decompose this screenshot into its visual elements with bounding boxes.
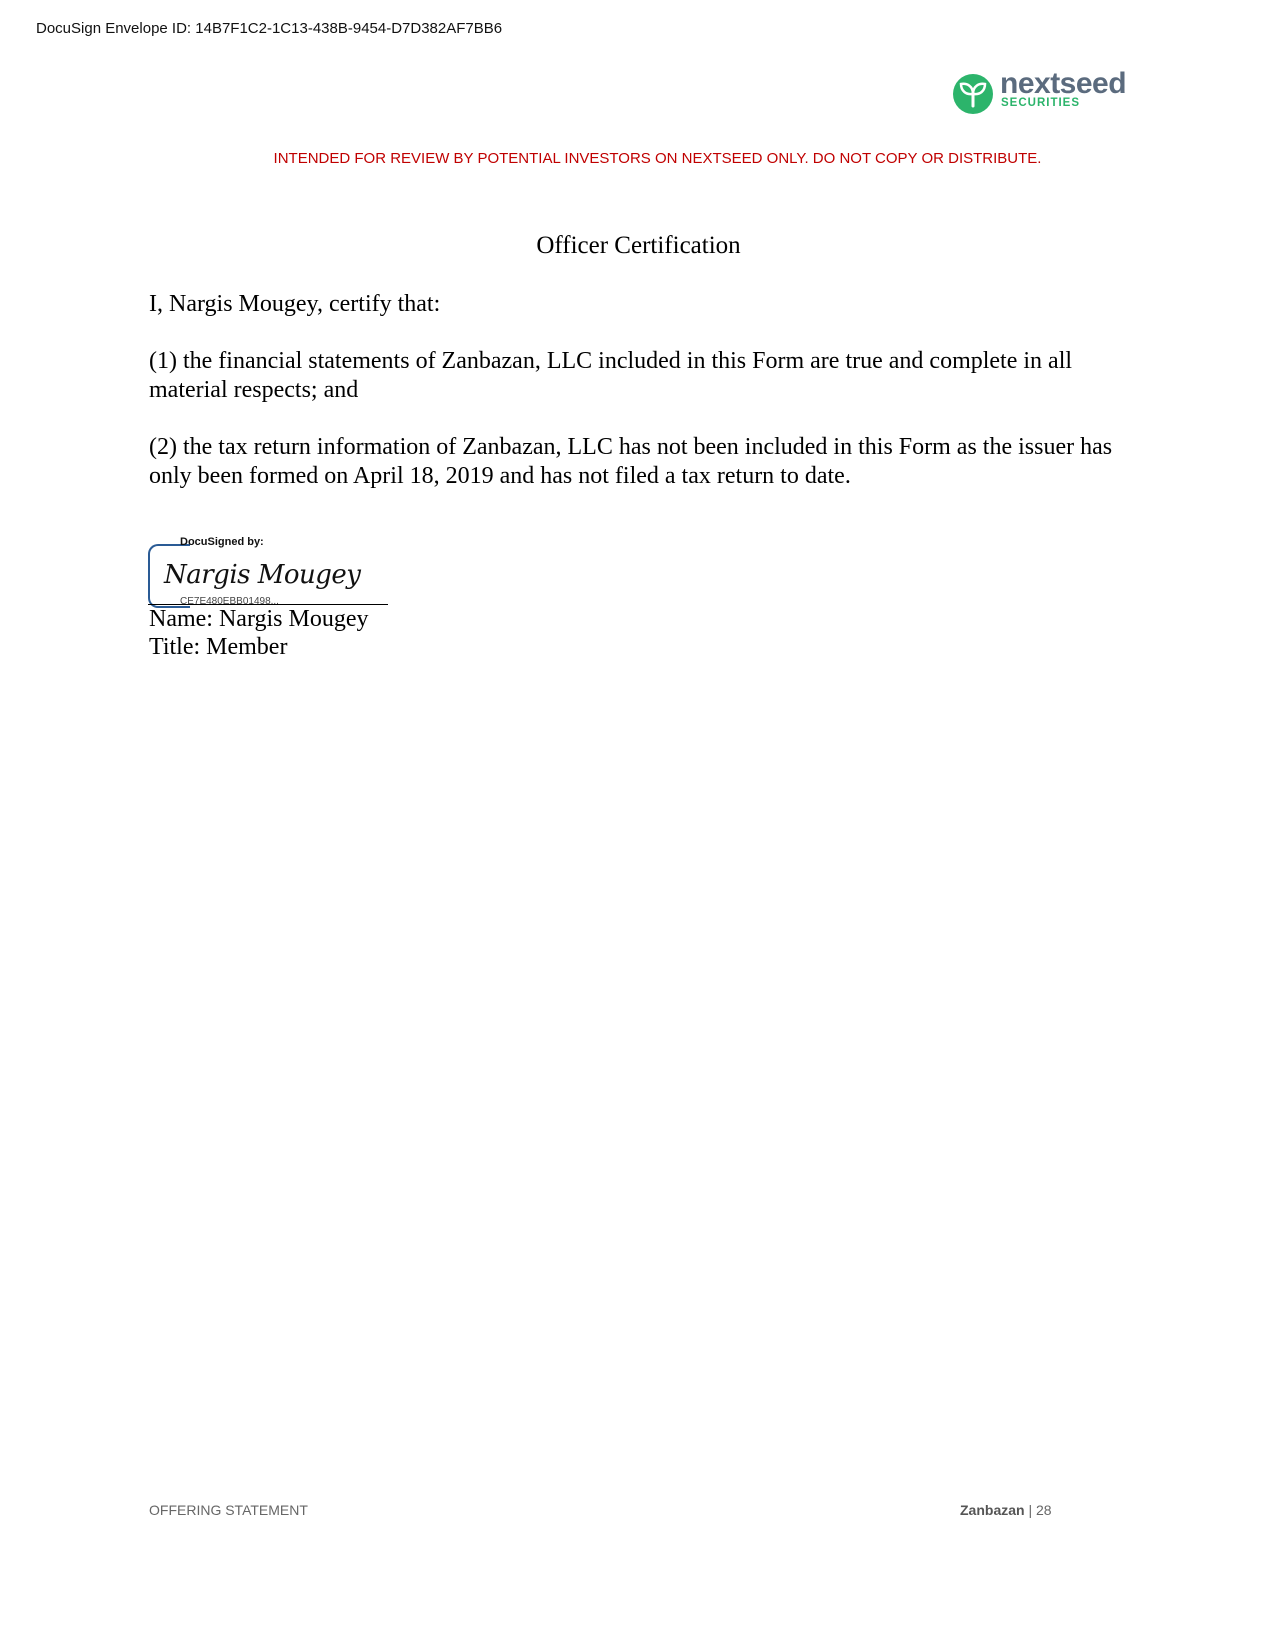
signature-id: CE7E480EBB01498...: [180, 596, 279, 607]
docusign-signature-block: [148, 536, 388, 607]
nextseed-logo: [952, 67, 1132, 118]
signer-name: Name: Nargis Mougey: [149, 606, 369, 632]
certification-item-2: (2) the tax return information of Zanbazan, LLC has not been included in this Form as the issuer has only been formed on April 18, 2019 and has not filed a tax return to date.: [149, 434, 1113, 489]
handwritten-signature: Nargis Mougey: [164, 560, 361, 590]
certification-intro: I, Nargis Mougey, certify that:: [149, 291, 441, 317]
logo-wordmark: nextseed: [1000, 67, 1127, 100]
document-title: Officer Certification: [536, 232, 741, 259]
footer-separator: |: [1024, 1502, 1036, 1518]
signature-line: [148, 604, 388, 605]
sprout-icon: [952, 73, 994, 115]
logo-subtitle: SECURITIES: [1001, 97, 1081, 109]
certification-item-1: (1) the financial statements of Zanbazan, LLC included in this Form are true and complete in all material respects; and: [149, 348, 1073, 403]
distribution-warning: INTENDED FOR REVIEW BY POTENTIAL INVESTORS ON NEXTSEED ONLY. DO NOT COPY OR DISTRIBUTE.: [273, 150, 1042, 167]
docusigned-by-label: DocuSigned by:: [180, 536, 264, 548]
docusign-envelope-id: DocuSign Envelope ID: 14B7F1C2-1C13-438B-9454-D7D382AF7BB6: [36, 20, 503, 37]
footer-label: OFFERING STATEMENT: [149, 1502, 308, 1518]
footer-page-info: [960, 1502, 1052, 1518]
signer-title: Title: Member: [149, 634, 288, 660]
page-number: 28: [1036, 1502, 1052, 1518]
footer-company: Zanbazan: [960, 1502, 1025, 1518]
